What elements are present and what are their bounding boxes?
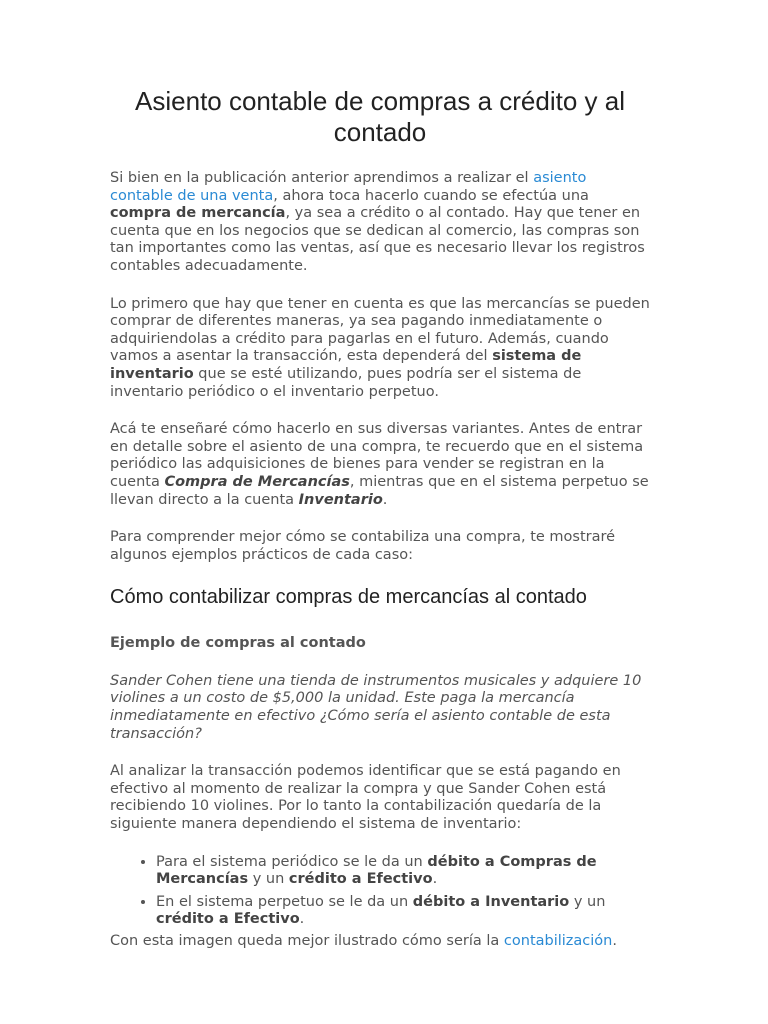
link-contabilizacion[interactable]: contabilización (503, 933, 613, 949)
text-span: , ya sea a crédito o al contado. Hay que tener en cuenta que en los negocios que se dedican al comercio, las compras son tan importantes como las ventas, así que es necesario llevar los registros contables adecuadamente. (110, 205, 645, 274)
text-span: En el sistema perpetuo se le da un (156, 893, 413, 910)
text-span: . (612, 933, 617, 949)
paragraph-inventory-system (110, 296, 650, 402)
bold-term: crédito a Efectivo (288, 871, 433, 888)
example-statement: Sander Cohen tiene una tienda de instrumentos musicales y adquiere 10 violines a un costo de $5,000 la unidad. Este paga la mercancía inmediatamente en efectivo ¿Cómo sería el asiento contable de esta transacción? (110, 672, 642, 742)
paragraph-examples-intro: Para comprender mejor cómo se contabiliza una compra, te mostraré algunos ejemplos prácticos de cada caso: (110, 529, 616, 563)
text-span: y un (248, 871, 289, 888)
bold-italic-term: Inventario (298, 491, 383, 508)
list-item (156, 854, 650, 889)
bold-italic-term: Compra de Mercancías (164, 473, 350, 490)
bold-term: débito a Inventario (412, 893, 570, 910)
section-heading: Cómo contabilizar compras de mercancías al contado (110, 586, 587, 609)
text-span: , mientras que en el sistema perpetuo se llevan directo a la cuenta (110, 473, 649, 508)
article-body (110, 86, 650, 971)
text-span: que se esté utilizando, pues podría ser el sistema de inventario periódico o el inventario perpetuo. (110, 365, 582, 400)
bold-term: débito a Compras de Mercancías (156, 853, 597, 888)
text-span: . (432, 871, 438, 888)
text-span: Si bien en la publicación anterior aprendimos a realizar el (110, 170, 534, 186)
text-span: , ahora toca hacerlo cuando se efectúa una (273, 187, 589, 204)
paragraph-analysis: Al analizar la transacción podemos identificar que se está pagando en efectivo al momento de realizar la compra y que Sander Cohen está recibiendo 10 violines. Por lo tanto la contabilización quedaría de la siguiente manera dependiendo el sistema de inventario: (110, 763, 621, 833)
list-item (156, 894, 650, 929)
text-span: . (382, 491, 388, 508)
paragraph-variants (110, 421, 650, 509)
bold-term: sistema de inventario (110, 348, 582, 382)
text-span: y un (569, 893, 606, 910)
entry-list (110, 854, 650, 929)
example-title: Ejemplo de compras al contado (110, 635, 366, 652)
link-asiento-venta[interactable]: asiento contable de una venta (110, 170, 587, 204)
closing-paragraph (110, 933, 650, 951)
text-span: . (299, 911, 305, 928)
bold-term: compra de mercancía (110, 205, 286, 222)
text-span: Lo primero que hay que tener en cuenta es que las mercancías se pueden comprar de diferentes maneras, ya sea pagando inmediatamente o adquiriendolas a crédito para pagarlas en el futuro. Además, cuando vamos a asentar la transacción, esta dependerá del (110, 295, 650, 365)
text-span: Acá te enseñaré cómo hacerlo en sus diversas variantes. Antes de entrar en detalle sobre el asiento de una compra, te recuerdo que en el sistema periódico las adquisiciones de bienes para vender se registran en la cuenta (110, 421, 644, 490)
text-span: Con esta imagen queda mejor ilustrado cómo sería la (110, 933, 504, 949)
text-span: Para el sistema periódico se le da un (156, 853, 428, 870)
page-title: Asiento contable de compras a crédito y al contado (135, 86, 625, 147)
intro-paragraph (110, 170, 650, 276)
bold-term: crédito a Efectivo (156, 911, 300, 928)
